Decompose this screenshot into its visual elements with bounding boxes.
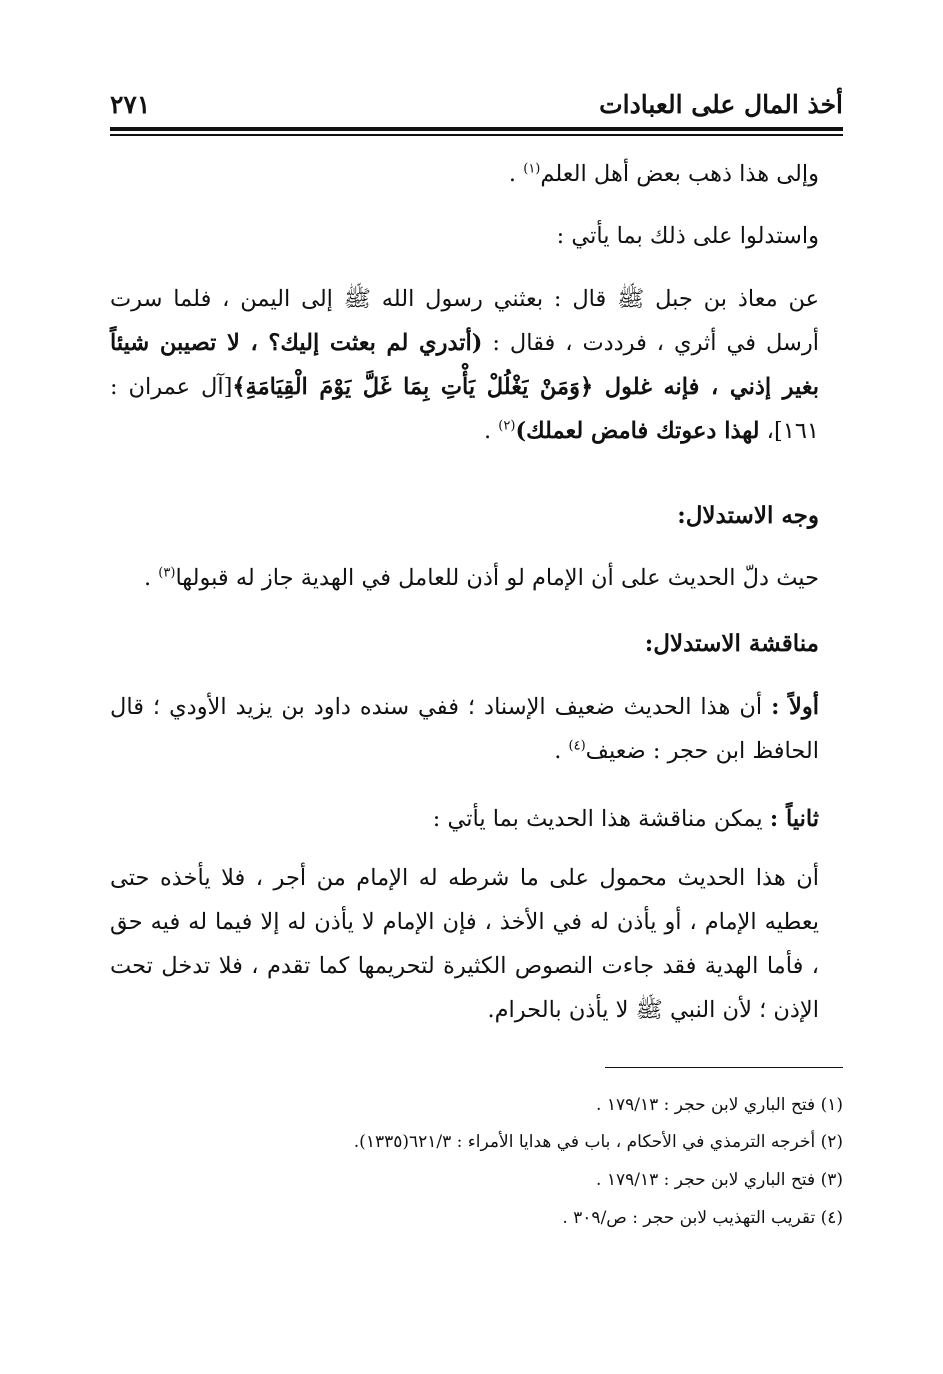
paragraph-evidence-intro: واستدلوا على ذلك بما يأتي : [556, 223, 819, 249]
verse-reference: [آل عمران : ١٦١]، [110, 374, 819, 444]
footnote-ref: (٣) [158, 565, 176, 581]
paragraph-scholars: وإلى هذا ذهب بعض أهل العلم$^{(١)}$ . [508, 161, 819, 187]
paragraph-hadith: عن معاذ بن جبل ﷺ قال : بعثني رسول الله ﷺ إلى اليمن ، فلما سرت أرسل في أثري ، فرددت ، فقال : (أتدري لم بعثت إليك؟ ، لا تصيبن شيئاً بغير إذني ، فإنه غلول ﴿وَمَنْ يَغْلُلْ يَأْتِ بِمَا غَلَّ يَوْمَ الْقِيَامَةِ﴾[آل عمران : ١٦١]، لهذا دعوتك فامض لعملك)$^{(٢)}$ . [110, 286, 820, 444]
footnote-separator [605, 1067, 843, 1068]
paragraph-first: أولاً : أن هذا الحديث ضعيف الإسناد ؛ ففي سنده داود بن يزيد الأودي ؛ قال الحافظ ابن حجر : ضعيف$^{(٤)}$ . [110, 694, 819, 764]
paragraph-inference: حيث دلّ الحديث على أن الإمام لو أذن للعامل في الهدية جاز له قبولها$^{(٣)}$ . [143, 565, 819, 591]
header-rule-thin [110, 134, 843, 136]
hadith-text-end: لهذا دعوتك فامض لعملك) [515, 418, 760, 444]
footnote-ref: (٤) [568, 738, 586, 754]
footnote-ref: (١) [523, 161, 541, 177]
first-label: أولاً : [771, 694, 819, 720]
paragraph-second: ثانياً : يمكن مناقشة هذا الحديث بما يأتي : [432, 806, 819, 832]
heading-inference: وجه الاستدلال: [677, 502, 819, 529]
footnote-ref: (٢) [498, 418, 516, 434]
page-number: ٢٧١ [110, 90, 151, 119]
footnote-4: (٤) تقريب التهذيب لابن حجر : ص/٣٠٩ . [562, 1208, 843, 1228]
running-header [110, 88, 843, 128]
hadith-text: (أتدري لم بعثت إليك؟ ، لا تصيبن شيئاً بغير إذني ، فإنه غلول [110, 330, 820, 400]
heading-discussion: مناقشة الاستدلال: [644, 630, 819, 657]
second-label: ثانياً : [769, 806, 819, 832]
footnote-3: (٣) فتح الباري لابن حجر : ١٧٩/١٣ . [596, 1170, 843, 1190]
running-title: أخذ المال على العبادات [599, 90, 843, 119]
paragraph-answer: أن هذا الحديث محمول على ما شرطه له الإمام من أجر ، فلا يأخذه حتى يعطيه الإمام ، أو يأذن له في الأخذ ، فإن الإمام لا يأذن له إلا فيما له فيه حق ، فأما الهدية فقد جاءت النصوص الكثيرة لتحريمها كما تقدم ، فلا تدخل تحت الإذن ؛ لأن النبي ﷺ لا يأذن بالحرام. [110, 865, 819, 1023]
footnote-2: (٢) أخرجه الترمذي في الأحكام ، باب في هدايا الأمراء : ٦٢١/٣(١٣٣٥). [353, 1132, 843, 1152]
quran-verse: ﴿وَمَنْ يَغْلُلْ يَأْتِ بِمَا غَلَّ يَوْمَ الْقِيَامَةِ﴾ [232, 374, 605, 400]
footnote-1: (١) فتح الباري لابن حجر : ١٧٩/١٣ . [596, 1095, 843, 1115]
header-rule-thick [110, 127, 843, 131]
